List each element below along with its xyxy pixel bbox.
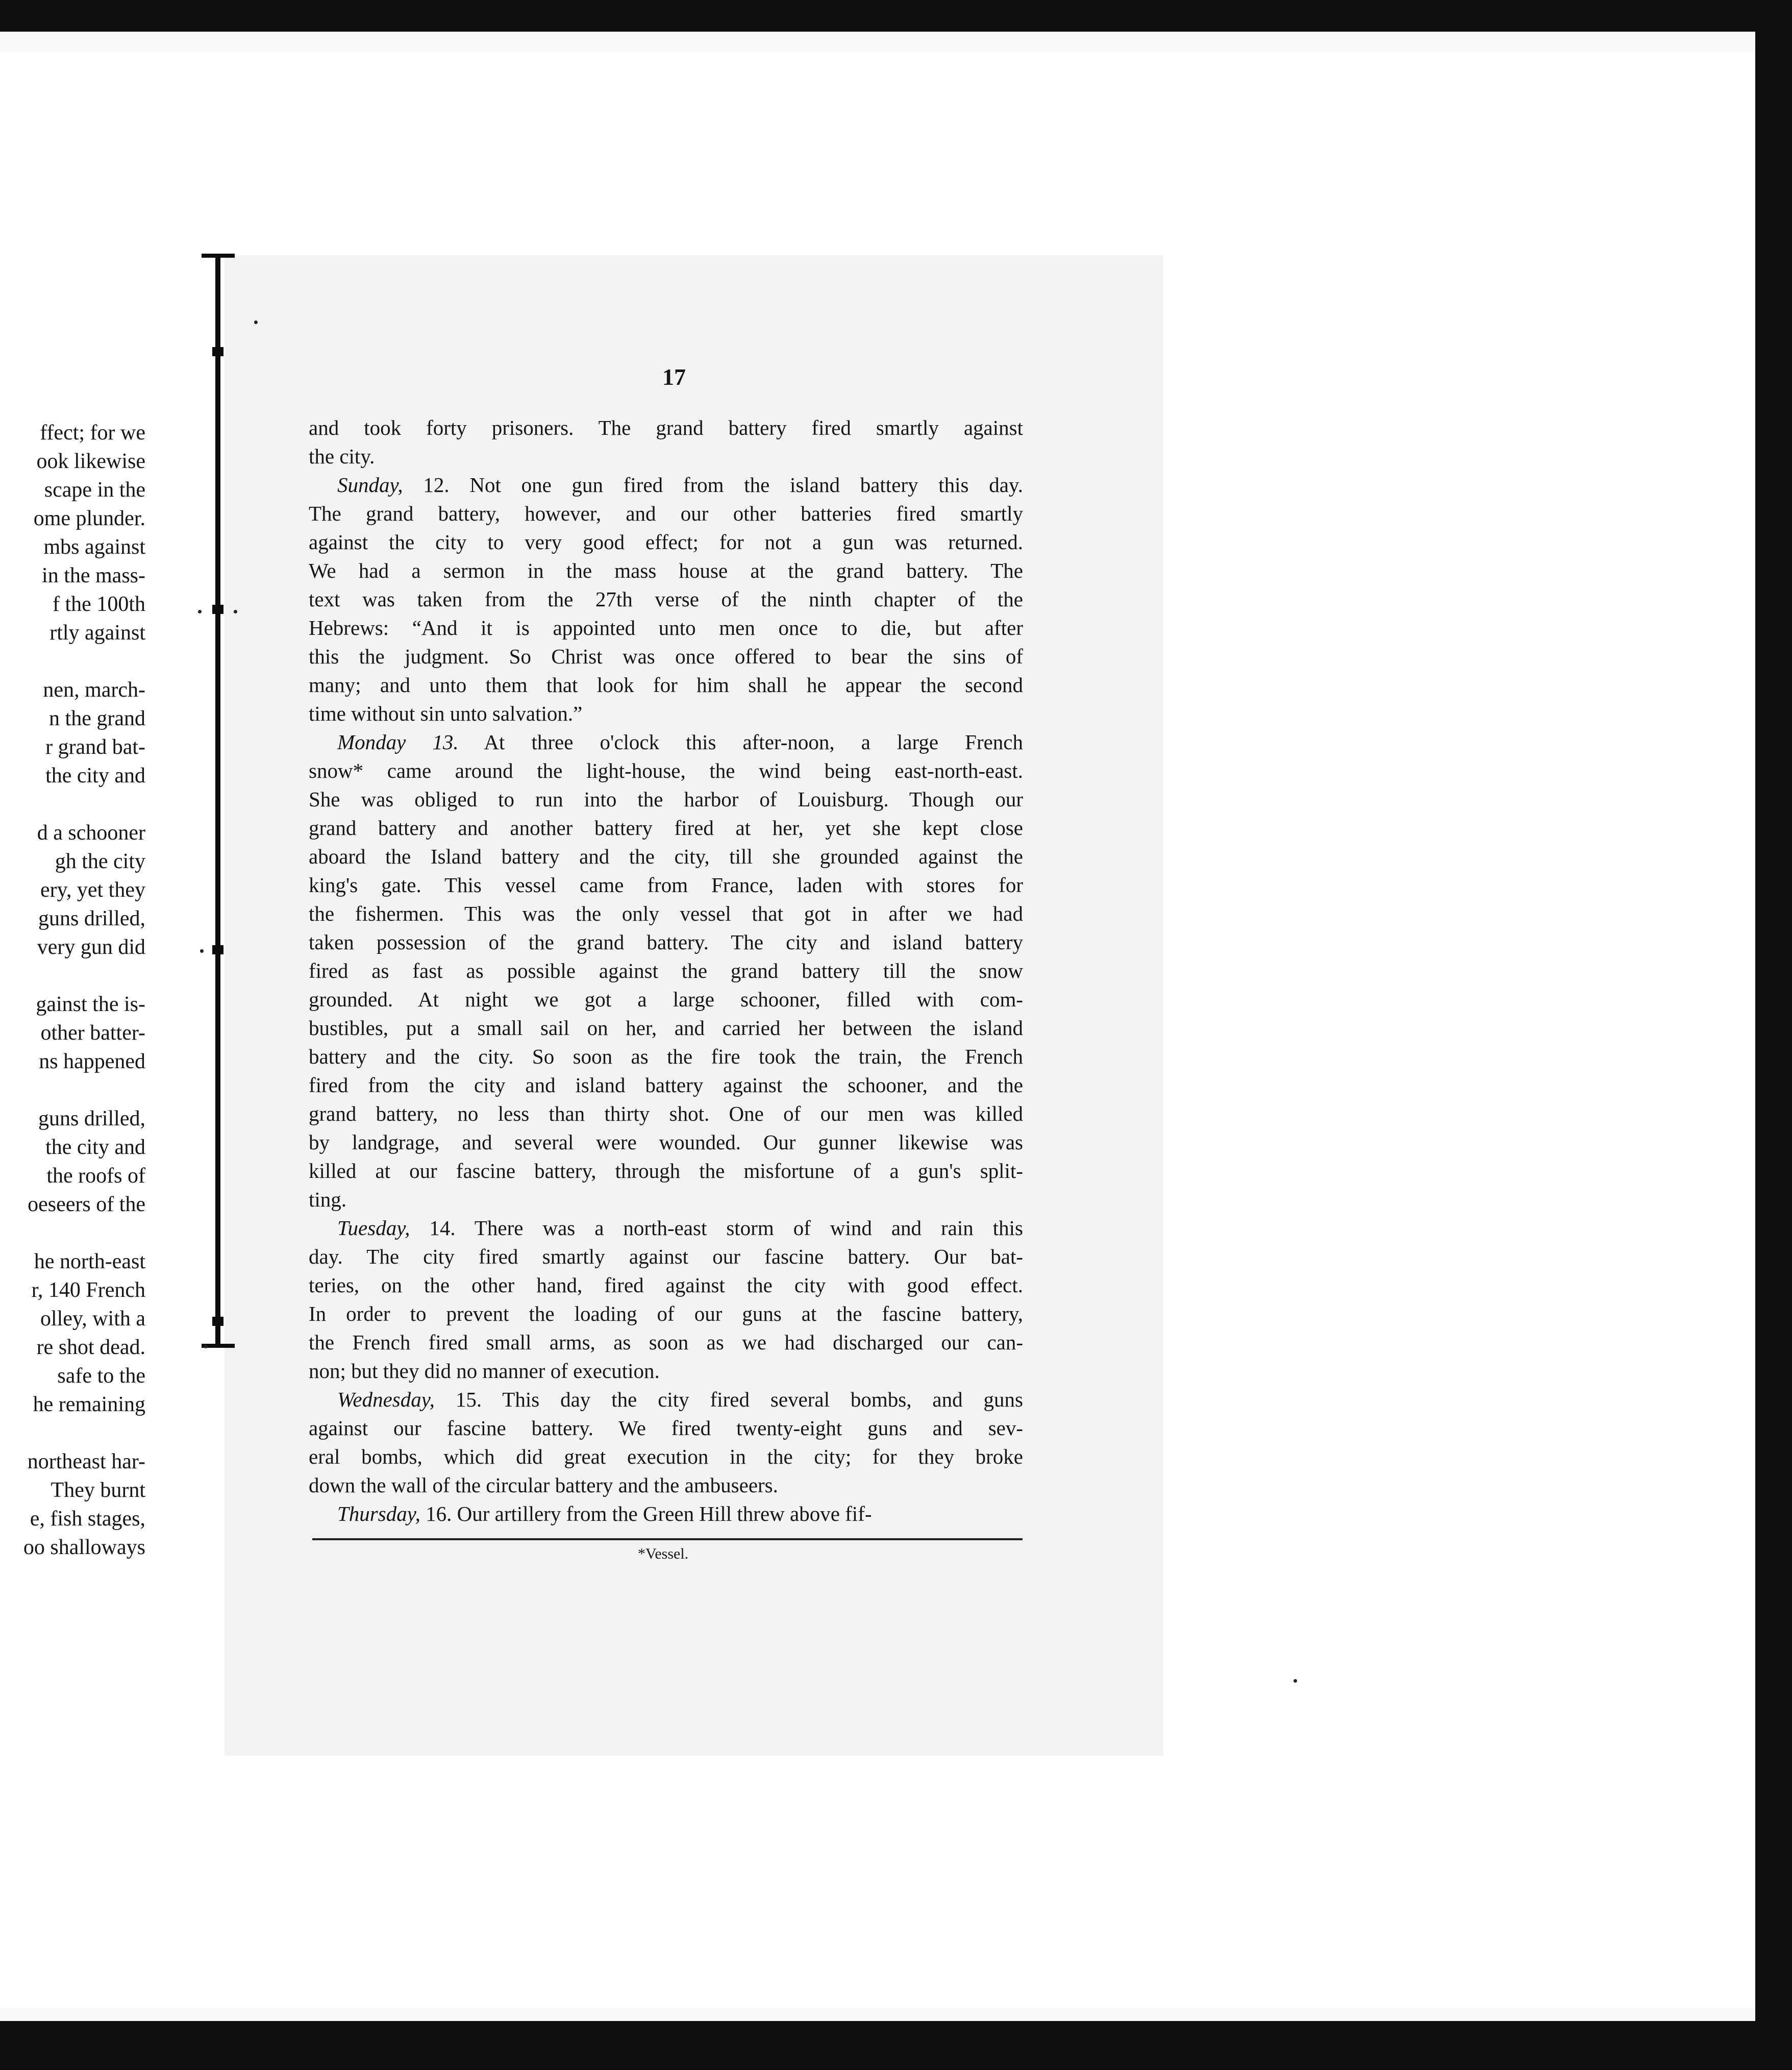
scan-border-bottom [0, 2021, 1792, 2070]
left-fragment-line: f the 100th [53, 593, 145, 616]
left-fragment-line: d a schooner [37, 821, 145, 845]
left-fragment-line: scape in the [44, 478, 145, 502]
line-text: down the wall of the circular battery and the ambuseers. [309, 1473, 778, 1497]
left-fragment-line: in the mass- [42, 564, 145, 587]
line-text: the French fired small arms, as soon as we had discharged our can- [309, 1330, 1023, 1354]
line-text: battery and the city. So soon as the fire took the train, the French [309, 1045, 1023, 1068]
line-text: killed at our fascine battery, through the misfortune of a gun's split- [309, 1159, 1023, 1182]
footnote: *Vessel. [638, 1545, 689, 1562]
left-fragment-line: e, fish stages, [30, 1507, 145, 1531]
scan-speck [234, 610, 237, 613]
line-text: 12. Not one gun fired from the island battery this day. [403, 473, 1023, 497]
text-line [309, 642, 1023, 671]
line-text: and took forty prisoners. The grand battery fired smartly against [309, 416, 1023, 439]
left-fragment-line: ffect; for we [40, 421, 145, 445]
line-text: this the judgment. So Christ was once offered to bear the sins of [309, 645, 1023, 668]
scan-border-top [0, 0, 1792, 32]
text-line [309, 785, 1023, 814]
left-fragment-line: They burnt [51, 1478, 145, 1502]
left-fragment-line: gh the city [55, 850, 145, 873]
line-text: The grand battery, however, and our other batteries fired smartly [309, 502, 1023, 525]
line-text: bustibles, put a small sail on her, and carried her between the island [309, 1016, 1023, 1040]
left-fragment-line: very gun did [37, 935, 145, 959]
text-line [309, 1357, 1023, 1385]
text-line [309, 585, 1023, 613]
line-text: grand battery, no less than thirty shot. One of our men was killed [309, 1102, 1023, 1125]
line-text: the city. [309, 445, 375, 468]
scan-speck [1293, 1679, 1297, 1683]
line-text: ting. [309, 1188, 347, 1211]
line-text: At three o'clock this after-noon, a large French [458, 730, 1024, 754]
left-fragment-line: gainst the is- [36, 993, 145, 1016]
line-text: grounded. At night we got a large schooner, filled with com- [309, 988, 1023, 1011]
text-line [309, 1099, 1023, 1128]
binding-rule [215, 257, 220, 1346]
line-text: the fishermen. This was the only vessel that got in after we had [309, 902, 1023, 925]
binding-knot [212, 605, 223, 614]
footnote-rule [312, 1538, 1023, 1540]
line-text: against our fascine battery. We fired twenty-eight guns and sev- [309, 1416, 1023, 1440]
scan-speck [198, 610, 202, 613]
text-line [309, 1385, 1023, 1414]
left-fragment-line: r grand bat- [45, 735, 145, 759]
text-line [309, 1299, 1023, 1328]
text-line [309, 1185, 1023, 1214]
left-fragment-line: the city and [45, 764, 145, 787]
date-heading: Tuesday, [337, 1216, 410, 1240]
line-text: fired as fast as possible against the grand battery till the snow [309, 959, 1023, 982]
text-line [309, 928, 1023, 956]
text-line [309, 1042, 1023, 1071]
left-fragment-line: safe to the [57, 1364, 145, 1388]
text-line [309, 1328, 1023, 1357]
left-fragment-line: re shot dead. [36, 1336, 145, 1359]
left-fragment-line: he north-east [34, 1250, 145, 1273]
scan-border-right [1755, 0, 1792, 2070]
text-line [309, 499, 1023, 528]
line-text: grand battery and another battery fired at her, yet she kept close [309, 816, 1023, 840]
text-line [309, 699, 1023, 728]
line-text: king's gate. This vessel came from France, laden with stores for [309, 873, 1023, 897]
line-text: many; and unto them that look for him shall he appear the second [309, 673, 1023, 697]
left-fragment-line: guns drilled, [38, 907, 145, 930]
text-line [309, 899, 1023, 928]
left-fragment-line: the city and [45, 1136, 145, 1159]
left-fragment-line: he remaining [33, 1393, 145, 1416]
scan-margin-top [0, 32, 1755, 52]
line-text: fired from the city and island battery against the schooner, and the [309, 1073, 1023, 1097]
left-fragment-line: n the grand [49, 707, 145, 730]
text-line [309, 1471, 1023, 1499]
text-line [309, 671, 1023, 699]
text-line [309, 1071, 1023, 1099]
text-line [309, 1214, 1023, 1242]
date-heading: Monday 13. [337, 730, 459, 754]
line-text: She was obliged to run into the harbor of Louisburg. Though our [309, 787, 1023, 811]
left-fragment-line: ery, yet they [40, 878, 145, 902]
left-fragment-line: mbs against [43, 535, 145, 559]
line-text: non; but they did no manner of execution. [309, 1359, 660, 1383]
text-line [309, 1156, 1023, 1185]
left-fragment-line: ook likewise [36, 450, 145, 473]
line-text: by landgrage, and several were wounded. Our gunner likewise was [309, 1130, 1023, 1154]
text-line [309, 1414, 1023, 1442]
line-text: text was taken from the 27th verse of the ninth chapter of the [309, 587, 1023, 611]
line-text: Hebrews: “And it is appointed unto men once to die, but after [309, 616, 1023, 639]
text-line [309, 528, 1023, 556]
left-fragment-line: ns happened [39, 1050, 145, 1073]
text-line [309, 1442, 1023, 1471]
line-text: 14. There was a north-east storm of wind and rain this [410, 1216, 1023, 1240]
text-line [309, 871, 1023, 899]
line-text: 16. Our artillery from the Green Hill threw above fif- [420, 1502, 872, 1525]
text-line [309, 1271, 1023, 1299]
page-number: 17 [662, 364, 686, 390]
text-line [309, 1499, 1023, 1528]
line-text: teries, on the other hand, fired against the city with good effect. [309, 1273, 1023, 1297]
binding-knot [212, 347, 223, 356]
scan-speck [254, 321, 258, 324]
left-fragment-line: oeseers of the [28, 1193, 145, 1216]
left-fragment-line: nen, march- [43, 678, 145, 702]
text-line [309, 1128, 1023, 1156]
line-text: taken possession of the grand battery. The city and island battery [309, 930, 1023, 954]
left-fragment-line: the roofs of [46, 1164, 145, 1188]
text-line [309, 471, 1023, 499]
line-text: snow* came around the light-house, the wind being east-north-east. [309, 759, 1023, 782]
line-text: against the city to very good effect; for not a gun was returned. [309, 530, 1023, 554]
text-line [309, 1014, 1023, 1042]
left-fragment-line: other batter- [40, 1021, 145, 1045]
line-text: 15. This day the city fired several bombs, and guns [434, 1388, 1023, 1411]
text-line [309, 613, 1023, 642]
text-line [309, 985, 1023, 1014]
left-fragment-line: oo shalloways [23, 1536, 145, 1559]
line-text: We had a sermon in the mass house at the grand battery. The [309, 559, 1023, 582]
line-text: time without sin unto salvation.” [309, 702, 583, 725]
scan-speck [204, 1345, 208, 1348]
right-page-body [309, 413, 1023, 1528]
date-heading: Thursday, [337, 1502, 420, 1525]
text-line [309, 956, 1023, 985]
text-line [309, 413, 1023, 442]
line-text: In order to prevent the loading of our guns at the fascine battery, [309, 1302, 1023, 1325]
binding-knot [212, 1317, 223, 1326]
line-text: aboard the Island battery and the city, till she grounded against the [309, 845, 1023, 868]
left-fragment-line: ome plunder. [33, 507, 145, 530]
left-fragment-line: guns drilled, [38, 1107, 145, 1130]
text-line [309, 442, 1023, 471]
date-heading: Wednesday, [337, 1388, 435, 1411]
left-fragment-line: rtly against [49, 621, 145, 645]
scan-speck [200, 949, 204, 953]
binding-knot [212, 945, 223, 954]
text-line [309, 728, 1023, 756]
text-line [309, 1242, 1023, 1271]
text-line [309, 756, 1023, 785]
line-text: eral bombs, which did great execution in the city; for they broke [309, 1445, 1023, 1468]
left-fragment-line: r, 140 French [31, 1278, 145, 1302]
text-line [309, 842, 1023, 871]
text-line [309, 814, 1023, 842]
scan-margin-bottom [0, 2008, 1755, 2021]
left-fragment-line: olley, with a [40, 1307, 145, 1330]
line-text: day. The city fired smartly against our fascine battery. Our bat- [309, 1245, 1023, 1268]
text-line [309, 556, 1023, 585]
left-fragment-line: northeast har- [27, 1450, 145, 1473]
date-heading: Sunday, [337, 473, 403, 497]
